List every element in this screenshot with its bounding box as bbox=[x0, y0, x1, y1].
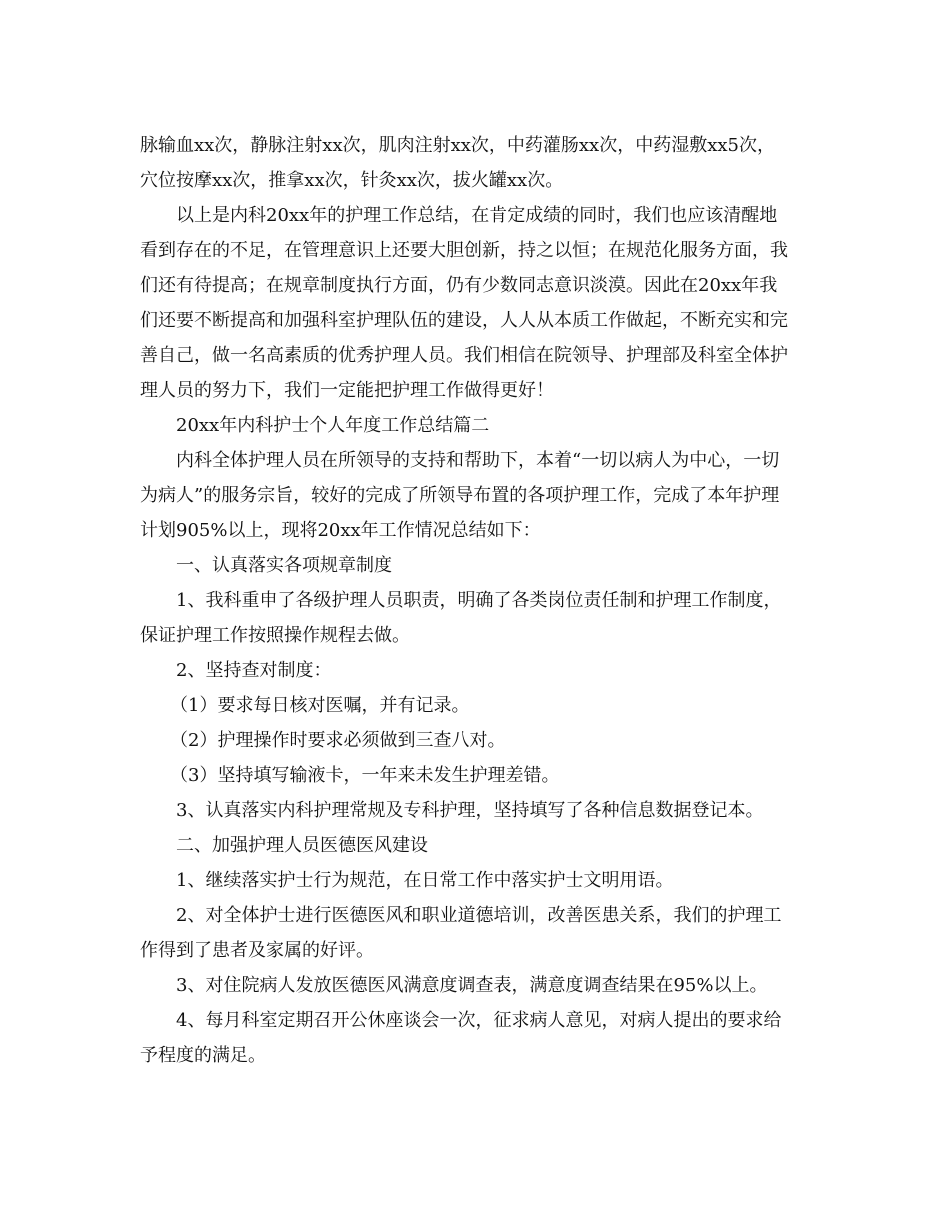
text-line: 看到存在的不足，在管理意识上还要大胆创新，持之以恒；在规范化服务方面，我 bbox=[140, 240, 788, 261]
text-line: 们还要不断提高和加强科室护理队伍的建设，人人从本质工作做起，不断充实和完 bbox=[140, 310, 788, 331]
text-line: 二、加强护理人员医德医风建设 bbox=[176, 835, 428, 856]
text-line: 予程度的满足。 bbox=[140, 1045, 266, 1066]
text-line: 为病人”的服务宗旨，较好的完成了所领导布置的各项护理工作，完成了本年护理 bbox=[140, 485, 780, 506]
text-line: 一、认真落实各项规章制度 bbox=[176, 555, 392, 576]
text-line: （2）护理操作时要求必须做到三查八对。 bbox=[170, 730, 506, 751]
document-body bbox=[140, 128, 812, 1073]
text-line: 善自己，做一名高素质的优秀护理人员。我们相信在院领导、护理部及科室全体护 bbox=[140, 345, 788, 366]
text-line: （1）要求每日核对医嘱，并有记录。 bbox=[170, 695, 470, 716]
text-line: 4、每月科室定期召开公休座谈会一次，征求病人意见，对病人提出的要求给 bbox=[176, 1010, 782, 1031]
text-line: 脉输血xx次，静脉注射xx次，肌肉注射xx次，中药灌肠xx次，中药湿敷xx5次， bbox=[140, 135, 775, 156]
text-line: 20xx年内科护士个人年度工作总结篇二 bbox=[176, 415, 490, 436]
text-line: 计划905%以上，现将20xx年工作情况总结如下： bbox=[140, 520, 541, 541]
text-line: 理人员的努力下，我们一定能把护理工作做得更好！ bbox=[140, 380, 554, 401]
text-line: 3、对住院病人发放医德医风满意度调查表，满意度调查结果在95%以上。 bbox=[176, 975, 768, 996]
text-line: 们还有待提高；在规章制度执行方面，仍有少数同志意识淡漠。因此在20xx年我 bbox=[140, 275, 778, 296]
text-line: 保证护理工作按照操作规程去做。 bbox=[140, 625, 410, 646]
text-line: 穴位按摩xx次，推拿xx次，针灸xx次，拔火罐xx次。 bbox=[140, 170, 564, 191]
text-line: （3）坚持填写输液卡，一年来未发生护理差错。 bbox=[170, 765, 560, 786]
text-line: 2、对全体护士进行医德医风和职业道德培训，改善医患关系，我们的护理工 bbox=[176, 905, 782, 926]
text-line: 1、继续落实护士行为规范，在日常工作中落实护士文明用语。 bbox=[176, 870, 674, 891]
text-line: 以上是内科20xx年的护理工作总结，在肯定成绩的同时，我们也应该清醒地 bbox=[176, 205, 778, 226]
text-line: 3、认真落实内科护理常规及专科护理，坚持填写了各种信息数据登记本。 bbox=[176, 800, 764, 821]
text-line: 1、我科重申了各级护理人员职责，明确了各类岗位责任制和护理工作制度， bbox=[176, 590, 782, 611]
text-line: 2、坚持查对制度： bbox=[176, 660, 332, 681]
text-line: 作得到了患者及家属的好评。 bbox=[140, 940, 374, 961]
text-line: 内科全体护理人员在所领导的支持和帮助下，本着“一切以病人为中心，一切 bbox=[176, 450, 780, 471]
